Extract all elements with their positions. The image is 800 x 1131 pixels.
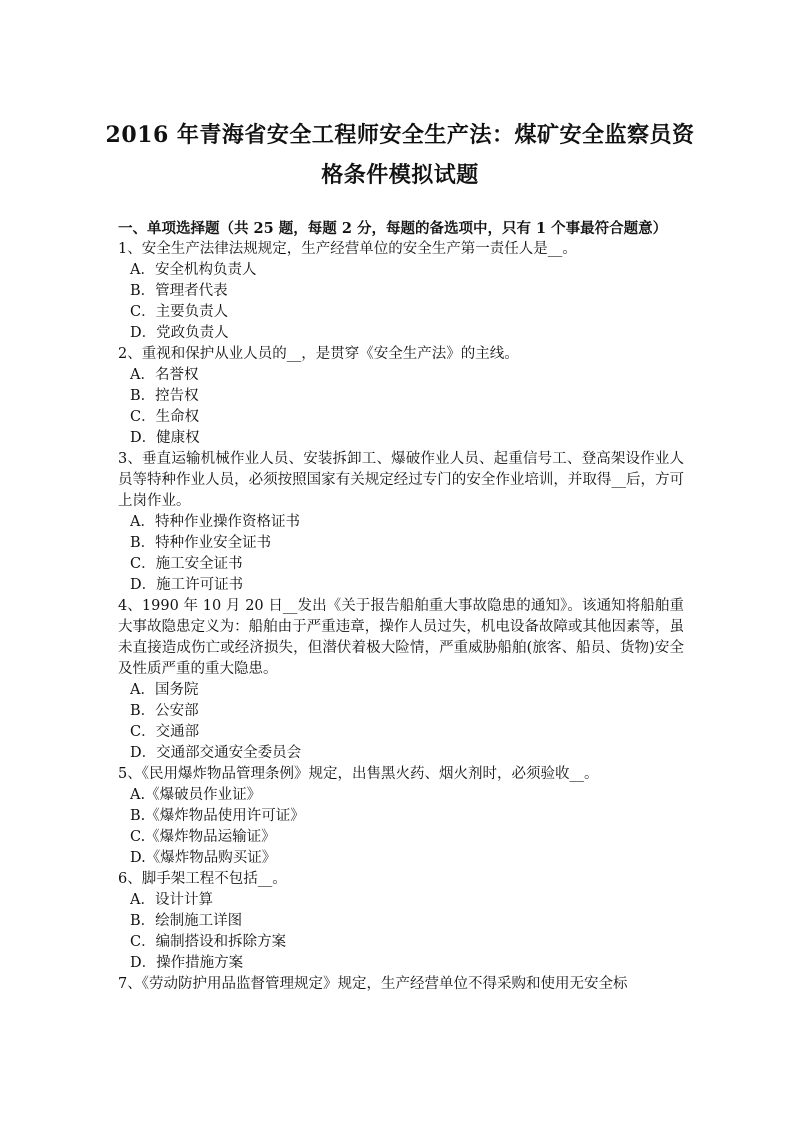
option-a: A．安全机构负责人 [130,262,257,278]
option-c: C.《爆炸物品运输证》 [130,829,276,845]
question-4 [118,596,684,764]
question-6 [118,869,684,974]
question-text: 6、脚手架工程不包括__。 [118,871,287,887]
question-text: 5、《民用爆炸物品管理条例》规定，出售黑火药、烟火剂时，必须验收__。 [118,766,599,782]
option-d: D．施工许可证书 [130,577,244,593]
option-c: C．编制搭设和拆除方案 [130,934,287,950]
option-b: B．特种作业安全证书 [130,535,272,551]
section-heading: 一、单项选择题（共 25 题，每题 2 分，每题的备选项中，只有 1 个事最符合题意） [118,220,668,237]
document-body [118,218,684,995]
question-1 [118,239,684,344]
option-c: C．主要负责人 [130,304,229,320]
document-title-line-1: 2016 年青海省安全工程师安全生产法：煤矿安全监察员资 [105,122,695,148]
option-d: D．交通部交通安全委员会 [130,745,302,761]
option-b: B．绘制施工详图 [130,913,243,929]
question-2 [118,344,684,449]
option-c: C．施工安全证书 [130,556,243,572]
option-c: C．交通部 [130,724,200,740]
option-c: C．生命权 [130,409,200,425]
question-3 [118,449,684,596]
option-d: D．党政负责人 [130,325,229,341]
option-b: B.《爆炸物品使用许可证》 [130,808,305,824]
option-d: D．操作措施方案 [130,955,244,971]
question-7 [118,974,684,995]
option-d: D.《爆炸物品购买证》 [130,850,277,866]
question-text: 7、《劳动防护用品监督管理规定》规定，生产经营单位不得采购和使用无安全标 [118,976,628,992]
option-d: D．健康权 [130,430,200,446]
option-a: A．特种作业操作资格证书 [130,514,300,530]
option-a: A．设计计算 [130,892,213,908]
question-text: 3、垂直运输机械作业人员、安装拆卸工、爆破作业人员、起重信号工、登高架设作业人员等特种作业人员，必须按照国家有关规定经过专门的安全作业培训，并取得__后，方可上岗作业。 [118,451,684,509]
question-5 [118,764,684,869]
option-b: B．公安部 [130,703,199,719]
option-a: A．国务院 [130,682,199,698]
question-text: 4、1990 年 10 月 20 日__发出《关于报告船舶重大事故隐患的通知》。该通知将船舶重大事故隐患定义为：船舶由于严重违章，操作人员过失，机电设备故障或其他因素等，虽未直接造成伤亡或经济损失，但潜伏着极大险情，严重威胁船舶(旅客、船员、货物)安全及性质严重的重大隐患。 [118,598,684,677]
option-a: A．名誉权 [130,367,199,383]
option-b: B．管理者代表 [130,283,228,299]
option-b: B．控告权 [130,388,199,404]
question-text: 1、安全生产法律法规规定，生产经营单位的安全生产第一责任人是__。 [118,241,577,257]
document-title-line-2: 格条件模拟试题 [321,162,479,188]
question-text: 2、重视和保护从业人员的__，是贯穿《安全生产法》的主线。 [118,346,519,362]
option-a: A.《爆破员作业证》 [130,787,262,803]
